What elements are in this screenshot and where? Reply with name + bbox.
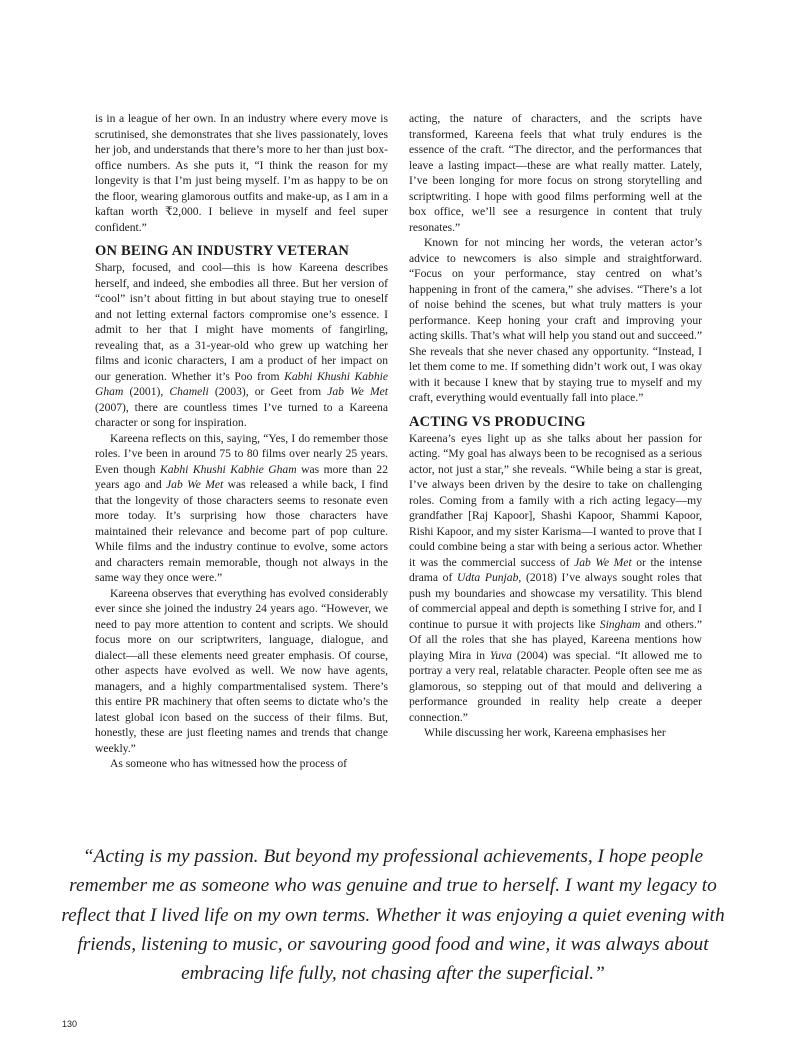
body-paragraph: Kareena’s eyes light up as she talks about her passion for acting. “My goal has always been to be recognised as a serious actor, not just a star,” she reveals. “While being a star is great, I’ve always been driven by the desire to take on challenging roles. Coming from a family with a rich acting legacy—my grandfather [Raj Kapoor], Shashi Kapoor, Shammi Kapoor, Rishi Kapoor, and my sister Karisma—I wanted to prove that I could combine being a star with being a serious actor. Whether it was the commercial success of Jab We Met or the intense drama of Udta Punjab, (2018) I’ve always sought roles that push my boundaries and showcase my versatility. This blend of commercial appeal and depth is something I strive for, and I continue to pursue it with projects like Singham and others.” Of all the roles that she has played, Kareena mentions how playing Mira in Yuva (2004) was special. “It allowed me to portray a very real, relatable character. People often see me as glamorous, so stepping out of that mould and delivering a performance grounded in reality help create a deeper connection.” [409,431,702,724]
film-title: Jab We Met [574,555,632,569]
section-heading: ACTING VS PRODUCING [409,413,586,430]
film-title: Singham [599,617,641,631]
film-title: Jab We Met [166,478,224,491]
body-paragraph: Kareena reflects on this, saying, “Yes, I do remember those roles. I’ve been in around 75 to 80 films over nearly 25 years. Even though Kabhi Khushi Kabhie Gham was more than 22 years ago and Jab We Met was released a while back, I find that the longevity of those characters seems to resonate even more today. It’s surprising how those characters have maintained their relevance and become part of pop culture. While films and the industry continue to evolve, some actors and characters remain memorable, though not always in the same way they once were.” [95,431,388,584]
body-paragraph: acting, the nature of characters, and the scripts have transformed, Kareena feels that what truly endures is the essence of the craft. “The director, and the performances that leave a lasting impact—these are what really matter. Lately, I’ve been longing for more focus on strong storytelling and scriptwriting. I hope with good films performing well at the box office, we’ll see a resurgence in content that truly resonates.” [409,112,702,234]
body-paragraph: Known for not mincing her words, the veteran actor’s advice to newcomers is also simple and straightforward. “Focus on your performance, stay centred on what’s happening in front of the camera,” she advises. “There’s a lot of noise behind the scenes, but what truly matters is your performance. Keep honing your craft and improving your acting skills. That’s what will help you stand out and succeed.” She reveals that she never chased any opportunity. “Instead, I let them come to me. If something didn’t work out, I was okay with it because I knew that by staying true to myself and my craft, everything would eventually fall into place.” [409,236,702,404]
body-paragraph: Sharp, focused, and cool—this is how Kareena describes herself, and indeed, she embodies all three. But her version of “cool” isn’t about fitting in but about staying true to oneself and not letting external factors compromise one’s essence. I admit to her that I might have moments of fangirling, revealing that, as a 31-year-old who grew up watching her films and iconic characters, I am a product of her impact on our generation. Whether it’s Poo from Kabhi Khushi Kabhie Gham (2001), Chameli (2003), or Geet from Jab We Met (2007), there are countless times I’ve turned to a Kareena character or song for inspiration. [95,261,388,429]
left-column [95,111,388,772]
film-title: Chameli [169,385,209,398]
pull-quote: “Acting is my passion. But beyond my professional achievements, I hope people remember me as someone who was genuine and true to herself. I want my legacy to reflect that I lived life on my own terms. Whether it was enjoying a quiet evening with friends, listening to music, or savouring good food and wine, it was always about embracing life fully, not chasing after the superficial.” [61,846,725,985]
film-title: Kabhi Khushi Kabhie Gham [160,462,297,476]
section-heading: ON BEING AN INDUSTRY VETERAN [95,243,350,259]
right-column [409,111,702,741]
film-title: Udta Punjab [457,571,519,584]
body-paragraph: is in a league of her own. In an industry where every move is scrutinised, she demonstrates that she lives passionately, loves her job, and understands that there’s more to her than just box-office numbers. As she puts it, “I think the reason for my longevity is that I’m just being myself. I’m as happy to be on the floor, wearing glamorous outfits and make-up, as I am in a kaftan worth ₹2,000. I believe in myself and feel super confident.” [95,112,388,234]
body-paragraph: While discussing her work, Kareena emphasises her [424,726,666,739]
body-paragraph: Kareena observes that everything has evolved considerably ever since she joined the industry 24 years ago. “However, we need to pay more attention to content and scripts. We should focus more on our scriptwriters, language, dialogue, and dialect—all these elements need greater emphasis. Of course, other aspects have evolved as well. We now have agents, managers, and a highly compartmentalised system. There’s this entire PR machinery that often seems to dictate who’s the latest global icon based on the success of their films. But, honestly, these are just fleeting names and trends that change weekly.” [95,586,388,755]
page-number: 130 [62,1019,78,1029]
film-title: Yuva [489,648,512,662]
film-title: Jab We Met [327,385,388,398]
film-title: Kabhi Khushi Kabhie Gham [95,369,388,398]
body-paragraph: As someone who has witnessed how the process of [110,757,347,770]
